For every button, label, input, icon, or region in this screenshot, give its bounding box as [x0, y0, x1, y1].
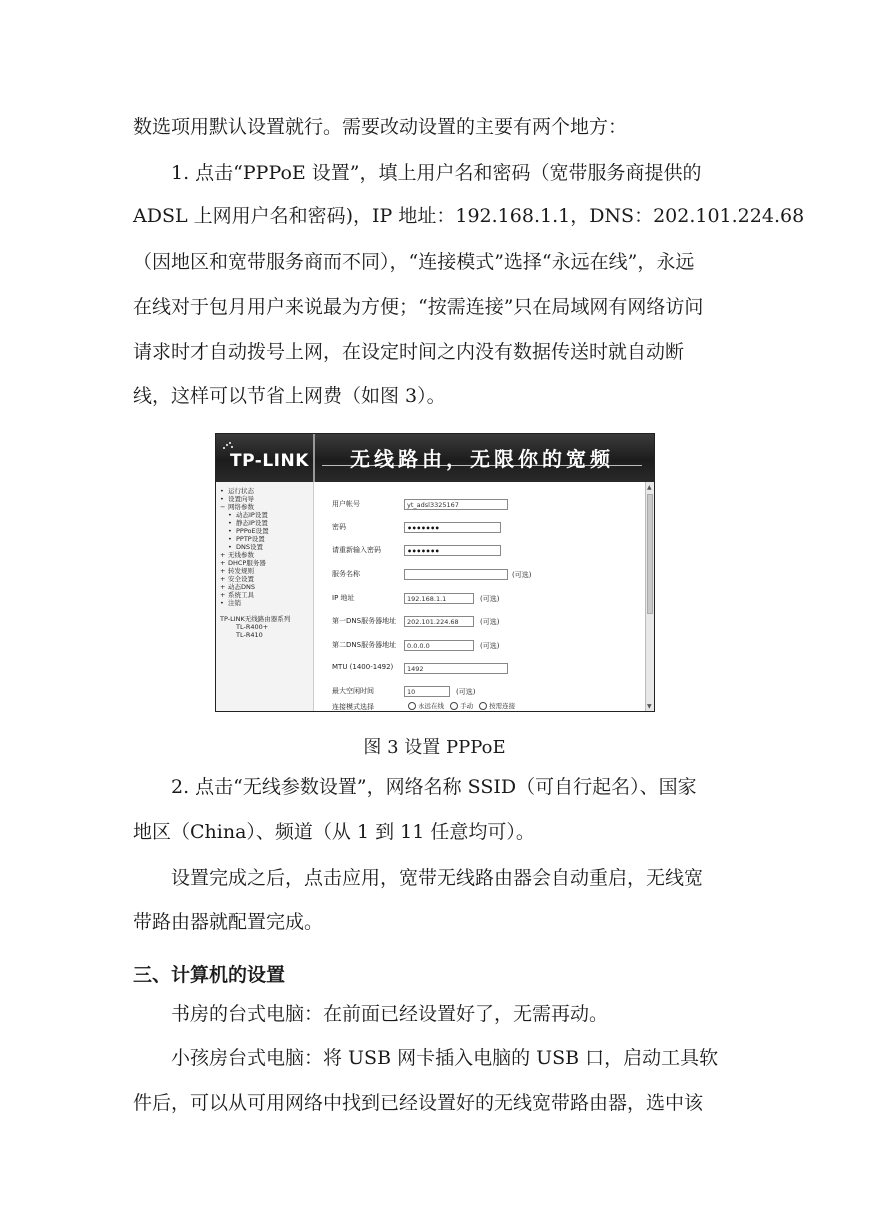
sidebar-item-static-ip[interactable]: • 静态IP设置 — [228, 519, 268, 527]
router-scrollbar[interactable] — [645, 482, 655, 711]
sidebar-item-forwarding[interactable]: + 转发规则 — [220, 567, 254, 575]
sidebar-item-ddns[interactable]: + 动态DNS — [220, 583, 255, 591]
dns1-input[interactable]: 202.101.224.68 — [404, 616, 474, 627]
radio-on-demand[interactable] — [479, 702, 487, 710]
text-line: ADSL 上网用户名和密码)，IP 地址：192.168.1.1，DNS：202.101.224.68 — [133, 205, 805, 227]
optional-note: (可选) — [480, 595, 500, 603]
mtu-input[interactable]: 1492 — [404, 663, 508, 674]
text-line: （因地区和宽带服务商而不同），“连接模式”选择“永远在线”，永远 — [133, 251, 695, 273]
idle-time-input[interactable]: 10 — [404, 686, 450, 697]
sidebar-item-logout[interactable]: • 注销 — [220, 599, 241, 607]
optional-note: (可选) — [512, 571, 532, 579]
router-screenshot-figure — [215, 433, 655, 712]
tp-link-logo: TP-LINK — [230, 451, 309, 471]
figure-caption: 图 3 设置 PPPoE — [363, 737, 506, 758]
account-input[interactable]: yt_adsl3325167 — [404, 499, 508, 510]
dns2-input[interactable]: 0.0.0.0 — [404, 640, 474, 651]
logo-signal-icon — [222, 440, 234, 450]
sidebar-item-pptp[interactable]: • PPTP设置 — [228, 535, 265, 543]
sidebar-item-pppoe[interactable]: • PPPoE设置 — [228, 527, 269, 535]
text-line: 带路由器就配置完成。 — [133, 911, 324, 933]
text-line: 件后，可以从可用网络中找到已经设置好的无线宽带路由器，选中该 — [133, 1092, 704, 1114]
sidebar-item-dhcp[interactable]: + DHCP服务器 — [220, 559, 266, 567]
sidebar-item-wireless[interactable]: + 无线参数 — [220, 551, 254, 559]
password-input[interactable]: ••••••• — [404, 522, 501, 533]
password-label: 密码 — [332, 523, 346, 531]
sidebar-item-network[interactable]: − 网络参数 — [220, 503, 254, 511]
text-line: 1. 点击“PPPoE 设置”，填上用户名和密码（宽带服务商提供的 — [171, 162, 702, 184]
sidebar-model: TL-R410 — [236, 631, 263, 639]
sidebar-series-label: TP-LINK无线路由器系列 — [220, 615, 291, 623]
pppoe-settings-form — [314, 482, 645, 711]
text-line: 在线对于包月用户来说最为方便；“按需连接”只在局域网有网络访问 — [133, 296, 704, 318]
ip-address-label: IP 地址 — [332, 594, 355, 602]
service-name-label: 服务名称 — [332, 570, 360, 578]
text-line: 请求时才自动拨号上网，在设定时间之内没有数据传送时就自动断 — [133, 341, 685, 363]
dns2-label: 第二DNS服务器地址 — [332, 641, 397, 649]
section-heading: 三、计算机的设置 — [133, 964, 286, 986]
radio-always-on[interactable] — [408, 702, 416, 710]
service-name-input[interactable] — [404, 569, 508, 580]
sidebar-model: TL-R400+ — [236, 623, 269, 631]
scroll-thumb[interactable] — [647, 494, 653, 614]
sidebar-item-tools[interactable]: + 系统工具 — [220, 591, 254, 599]
idle-time-label: 最大空闲时间 — [332, 687, 374, 695]
sidebar-item-dynamic-ip[interactable]: • 动态IP设置 — [228, 511, 268, 519]
optional-note: (可选) — [456, 688, 476, 696]
dns1-label: 第一DNS服务器地址 — [332, 617, 397, 625]
text-line: 小孩房台式电脑：将 USB 网卡插入电脑的 USB 口，启动工具软 — [171, 1047, 719, 1069]
scroll-up-arrow-icon[interactable]: ▲ — [647, 484, 652, 491]
text-line: 数选项用默认设置就行。需要改动设置的主要有两个地方： — [133, 116, 628, 138]
scroll-down-arrow-icon[interactable]: ▼ — [647, 703, 652, 710]
mtu-label: MTU (1400-1492) — [332, 663, 394, 671]
connection-mode-label: 连接模式选择 — [332, 703, 374, 711]
text-line: 地区（China）、频道（从 1 到 11 任意均可）。 — [133, 821, 535, 843]
sidebar-item-wizard[interactable]: • 设置向导 — [220, 495, 254, 503]
confirm-password-label: 请重新输入密码 — [332, 546, 381, 554]
optional-note: (可选) — [480, 618, 500, 626]
account-label: 用户帐号 — [332, 500, 360, 508]
ip-address-input[interactable]: 192.168.1.1 — [404, 593, 474, 604]
sidebar-item-security[interactable]: + 安全设置 — [220, 575, 254, 583]
router-slogan: 无线路由，无限你的宽频 — [350, 447, 614, 471]
text-line: 书房的台式电脑：在前面已经设置好了，无需再动。 — [171, 1003, 609, 1025]
text-line: 2. 点击“无线参数设置”，网络名称 SSID（可自行起名）、国家 — [171, 776, 697, 798]
radio-manual[interactable] — [450, 702, 458, 710]
sidebar-item-status[interactable]: • 运行状态 — [220, 487, 254, 495]
optional-note: (可选) — [480, 642, 500, 650]
connection-mode-radio-group: 永远在线 手动 按需连接 — [404, 701, 515, 710]
text-line: 设置完成之后，点击应用，宽带无线路由器会自动重启，无线宽 — [171, 867, 704, 889]
router-header-banner — [216, 434, 654, 482]
header-divider — [313, 434, 315, 482]
confirm-password-input[interactable]: ••••••• — [404, 545, 501, 556]
text-line: 线，这样可以节省上网费（如图 3）。 — [133, 385, 446, 407]
router-sidebar-menu — [216, 482, 314, 711]
sidebar-item-dns[interactable]: • DNS设置 — [228, 543, 263, 551]
